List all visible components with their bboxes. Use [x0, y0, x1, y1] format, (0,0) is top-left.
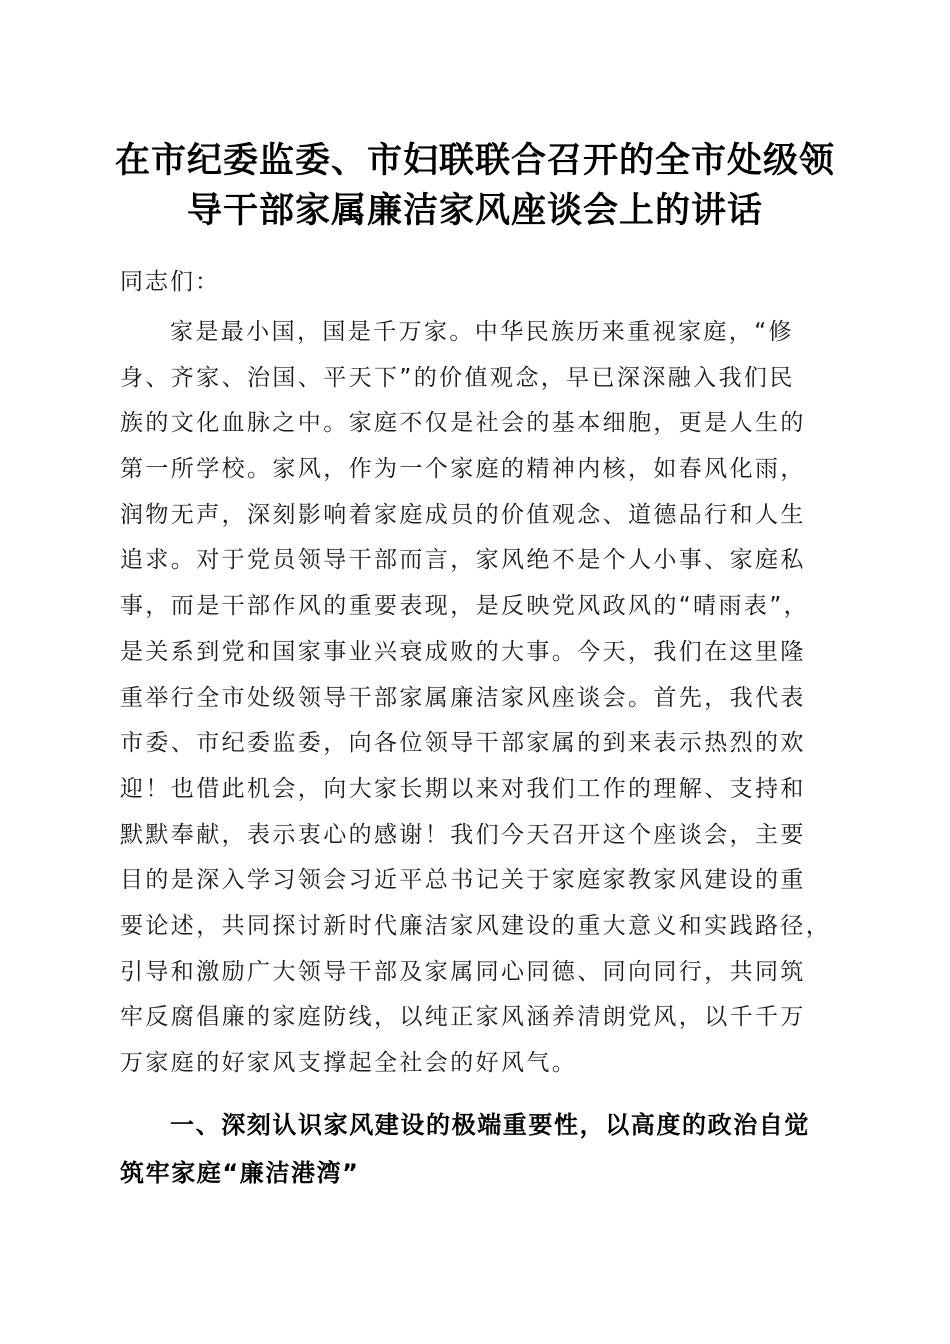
paragraph-line: 迎！也借此机会，向大家长期以来对我们工作的理解、支持和: [120, 775, 806, 802]
heading-line: 筑牢家庭“廉洁港湾”: [120, 1158, 360, 1187]
paragraph-line: 事，而是干部作风的重要表现，是反映党风政风的“晴雨表”，: [120, 593, 810, 620]
salutation: 同志们：: [120, 269, 220, 295]
paragraph-line: 默默奉献，表示衷心的感谢！我们今天召开这个座谈会，主要: [120, 821, 806, 848]
document-body: [120, 255, 835, 1197]
paragraph-line: 追求。对于党员领导干部而言，家风绝不是个人小事、家庭私: [120, 547, 806, 574]
paragraph-line: 要论述，共同探讨新时代廉洁家风建设的重大意义和实践路径，: [120, 912, 832, 939]
paragraph-line: 万家庭的好家风支撑起全社会的好风气。: [120, 1050, 578, 1076]
section-heading: [120, 1101, 835, 1197]
title-line: 在市纪委监委、市妇联联合召开的全市处级领: [114, 140, 835, 181]
paragraph-line: 牢反腐倡廉的家庭防线，以纯正家风涵养清朗党风，以千千万: [120, 1004, 806, 1031]
heading-line: 一、深刻认识家风建设的极端重要性，以高度的政治自觉: [170, 1110, 810, 1139]
paragraph-line: 润物无声，深刻影响着家庭成员的价值观念、道德品行和人生: [120, 501, 806, 528]
paragraph-line: 目的是深入学习领会习近平总书记关于家庭家教家风建设的重: [120, 867, 806, 894]
paragraph-line: 市委、市纪委监委，向各位领导干部家属的到来表示热烈的欢: [120, 730, 806, 757]
title-line: 导干部家属廉洁家风座谈会上的讲话: [186, 190, 763, 231]
paragraph-line: 是关系到党和国家事业兴衰成败的大事。今天，我们在这里隆: [120, 638, 806, 665]
paragraph-line: 引导和激励广大领导干部及家属同心同德、同向同行，共同筑: [120, 958, 806, 985]
document-title: [100, 136, 850, 236]
paragraph-line: 重举行全市处级领导干部家属廉洁家风座谈会。首先，我代表: [120, 684, 806, 711]
paragraph-line: 族的文化血脉之中。家庭不仅是社会的基本细胞，更是人生的: [120, 410, 806, 437]
paragraph-line: 家是最小国，国是千万家。中华民族历来重视家庭，“修: [170, 319, 794, 345]
paragraph-line: 身、齐家、治国、平天下”的价值观念，早已深深融入我们民: [120, 364, 795, 391]
paragraph-line: 第一所学校。家风，作为一个家庭的精神内核，如春风化雨，: [120, 456, 806, 483]
opening-paragraph: [120, 310, 835, 1087]
